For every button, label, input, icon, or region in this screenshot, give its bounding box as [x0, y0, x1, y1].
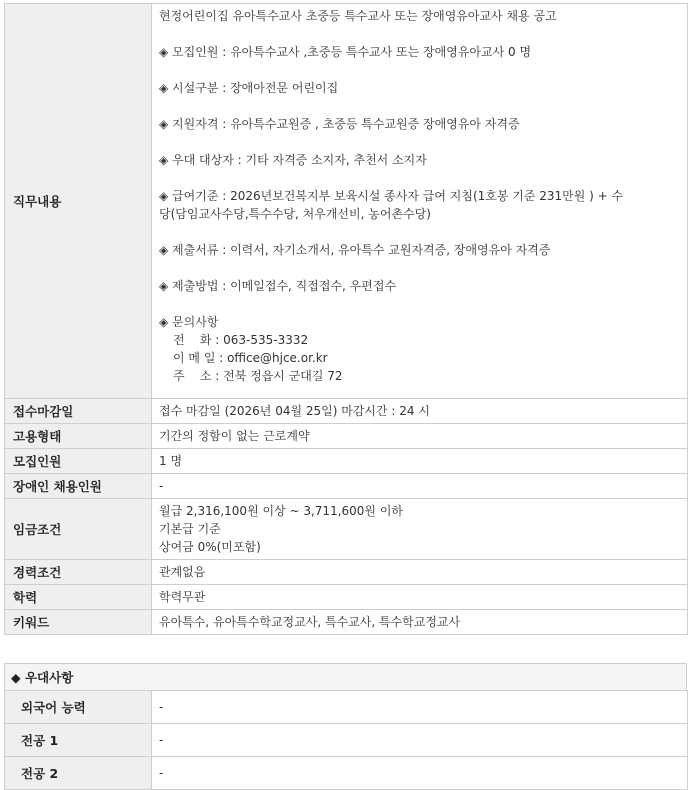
education-value: 학력무관: [152, 585, 688, 610]
wage-line: 상여금 0%(미포함): [159, 540, 261, 554]
duty-spacer: [159, 25, 680, 43]
preference-value: -: [152, 691, 688, 724]
duty-line: ◈ 시설구분 : 장애아전문 어린이집: [159, 81, 339, 95]
preferences-title: ◆ 우대사항: [4, 663, 687, 690]
preference-label: 외국어 능력: [5, 691, 152, 724]
headcount-label: 모집인원: [5, 449, 152, 474]
disabled-hires-row: [5, 474, 688, 499]
education-label: 학력: [5, 585, 152, 610]
job-details-table: [4, 3, 688, 635]
preference-value: -: [152, 724, 688, 757]
contact-line: 주 소 : 전북 정읍시 군대길 72: [173, 369, 343, 383]
preference-label: 전공 2: [5, 757, 152, 790]
contact-line: 이 메 일 : office@hjce.or.kr: [173, 351, 328, 365]
employment-type-row: [5, 424, 688, 449]
duty-line: ◈ 문의사항: [159, 315, 219, 329]
contact-info: [159, 331, 680, 385]
keywords-row: [5, 610, 688, 635]
duty-line: ◈ 급여기준 : 2026년보건복지부 보육시설 종사자 급여 지침(1호봉 기준 231만원 ) + 수: [159, 189, 624, 203]
wage-label: 임금조건: [5, 499, 152, 560]
duty-line: 현정어린이집 유아특수교사 초중등 특수교사 또는 장애영유아교사 채용 공고: [159, 9, 557, 23]
duty-spacer: [159, 295, 680, 313]
experience-value: 관계없음: [152, 560, 688, 585]
headcount-value: 1 명: [152, 449, 688, 474]
deadline-value: 접수 마감일 (2026년 04월 25일) 마감시간 : 24 시: [152, 399, 688, 424]
deadline-label: 접수마감일: [5, 399, 152, 424]
duty-content: [152, 4, 688, 399]
duty-spacer: [159, 97, 680, 115]
duty-spacer: [159, 169, 680, 187]
headcount-row: [5, 449, 688, 474]
employment-type-label: 고용형태: [5, 424, 152, 449]
duty-line: ◈ 모집인원 : 유아특수교사 ,초중등 특수교사 또는 장애영유아교사 0 명: [159, 45, 532, 59]
disabled-hires-value: -: [152, 474, 688, 499]
wage-line: 월급 2,316,100원 이상 ~ 3,711,600원 이하: [159, 504, 404, 518]
preference-row: [5, 757, 688, 790]
employment-type-value: 기간의 정함이 없는 근로계약: [152, 424, 688, 449]
experience-label: 경력조건: [5, 560, 152, 585]
deadline-row: [5, 399, 688, 424]
wage-line: 기본급 기준: [159, 522, 221, 536]
preference-row: [5, 691, 688, 724]
disabled-hires-label: 장애인 채용인원: [5, 474, 152, 499]
duty-spacer: [159, 259, 680, 277]
preference-row: [5, 724, 688, 757]
experience-row: [5, 560, 688, 585]
keywords-value: 유아특수, 유아특수학교정교사, 특수교사, 특수학교정교사: [152, 610, 688, 635]
wage-value: [152, 499, 688, 560]
duty-text: [159, 7, 680, 331]
duty-line: 당(담임교사수당,특수수당, 처우개선비, 농어촌수당): [159, 207, 431, 221]
wage-row: [5, 499, 688, 560]
duty-spacer: [159, 61, 680, 79]
duty-line: ◈ 우대 대상자 : 기타 자격증 소지자, 추천서 소지자: [159, 153, 427, 167]
keywords-label: 키워드: [5, 610, 152, 635]
preference-value: -: [152, 757, 688, 790]
duty-row: [5, 4, 688, 399]
preference-label: 전공 1: [5, 724, 152, 757]
contact-line: 전 화 : 063-535-3332: [173, 333, 309, 347]
education-row: [5, 585, 688, 610]
duty-spacer: [159, 133, 680, 151]
duty-line: ◈ 제출방법 : 이메일접수, 직접접수, 우편접수: [159, 279, 397, 293]
duty-spacer: [159, 223, 680, 241]
preferences-table: [4, 690, 688, 790]
duty-line: ◈ 지원자격 : 유아특수교원증 , 초중등 특수교원증 장애영유아 자격증: [159, 117, 520, 131]
duty-line: ◈ 제출서류 : 이력서, 자기소개서, 유아특수 교원자격증, 장애영유아 자격증: [159, 243, 551, 257]
duty-label: 직무내용: [5, 4, 152, 399]
